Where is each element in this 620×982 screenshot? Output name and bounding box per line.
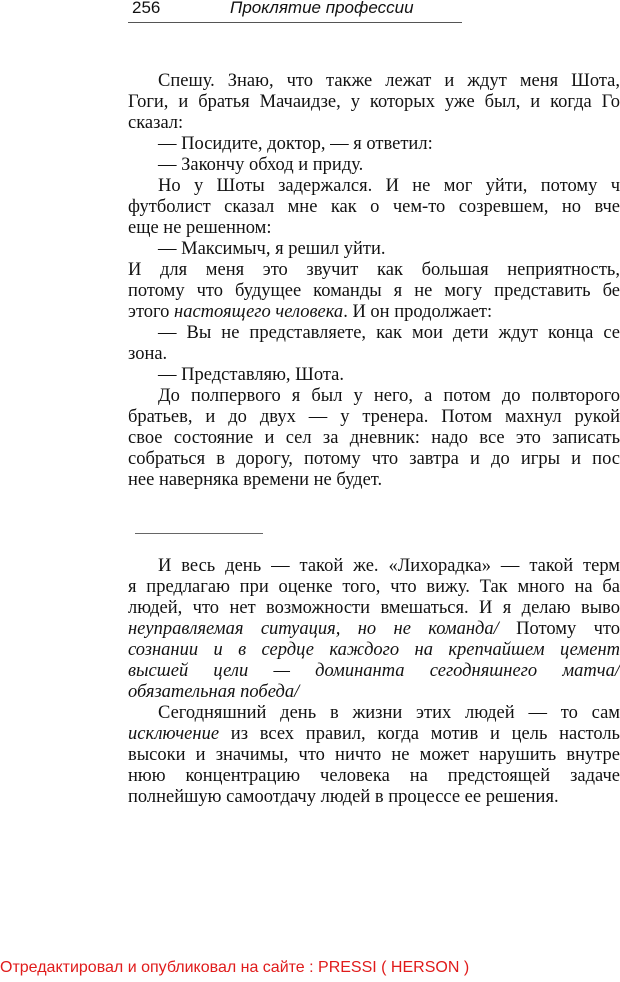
text-line: — Максимыч, я решил уйти. [158,239,386,259]
text-span: . И он продолжает: [343,302,493,322]
text-span: этого [128,302,175,322]
text-line: До полпервого я был у него, а потом до полвторого [158,386,620,406]
italic-phrase: неуправляемая ситуация, но не команда/ [128,619,499,639]
text-line: — Посидите, доктор, — я ответил: [158,134,433,154]
text-line: свое состояние и сел за дневник: надо все это записать [128,428,620,448]
text-line: нее наверняка времени не будет. [128,470,383,490]
text-line: зона. [128,344,168,364]
text-line [128,302,620,323]
text-line: людей, что нет возможности вмешаться. И я делаю выво [128,598,620,618]
text-line: нюю концентрацию человека на предстоящей задаче [128,766,620,786]
text-line: Но у Шоты задержался. И не мог уйти, потому ч [158,176,620,196]
text-span: Потому что [498,619,620,639]
page-number: 256 [132,0,161,17]
text-line: полнейшую самоотдачу людей в процессе ее решения. [128,787,559,807]
running-title: Проклятие профессии [230,0,414,17]
text-line: высшей цели — доминанта сегодняшнего матча/ [128,661,620,681]
text-line: Спешу. Знаю, что также лежат и ждут меня Шота, [158,71,620,91]
text-line: И весь день — такой же. «Лихорадка» — такой терм [158,556,620,576]
text-line: футболист сказал мне как о чем-то созревшем, но вче [128,197,620,217]
text-line: И для меня это звучит как большая неприятность, [128,260,620,280]
text-line: — Представляю, Шота. [158,365,344,385]
text-line: Сегодняшний день в жизни этих людей — то сам [158,703,620,723]
text-line: Гоги, и братья Мачаидзе, у которых уже был, и когда Го [128,92,620,112]
text-line [128,619,620,640]
italic-phrase: настоящего человека [174,302,344,322]
body-text-section-2 [128,556,620,808]
text-line: я предлагаю при оценке того, что вижу. Так много на ба [128,577,620,597]
text-line: — Закончу обход и приду. [158,155,364,175]
text-line: сознании и в сердце каждого на крепчайшем цемент [128,640,620,660]
body-text-section-1 [128,71,620,491]
text-span: из всех правил, когда мотив и цель настоль [219,724,620,744]
italic-phrase: исключение [128,724,220,744]
publisher-footer: Отредактировал и опубликовал на сайте : PRESSI ( HERSON ) [0,959,470,976]
text-line: высоки и значимы, что ничто не может нарушить внутре [128,745,620,765]
text-line: сказал: [128,113,184,133]
text-line: братьев, и до двух — у тренера. Потом махнул рукой [128,407,620,427]
section-divider [135,533,263,534]
text-line: обязательная победа/ [128,682,300,702]
text-line: потому что будущее команды я не могу представить бе [128,281,620,301]
text-line: собраться в дорогу, потому что завтра и до игры и пос [128,449,620,469]
text-line: еще не решенном: [128,218,272,238]
page-header [128,0,462,23]
text-line: — Вы не представляете, как мои дети ждут конца се [158,323,620,343]
text-line [128,724,620,745]
